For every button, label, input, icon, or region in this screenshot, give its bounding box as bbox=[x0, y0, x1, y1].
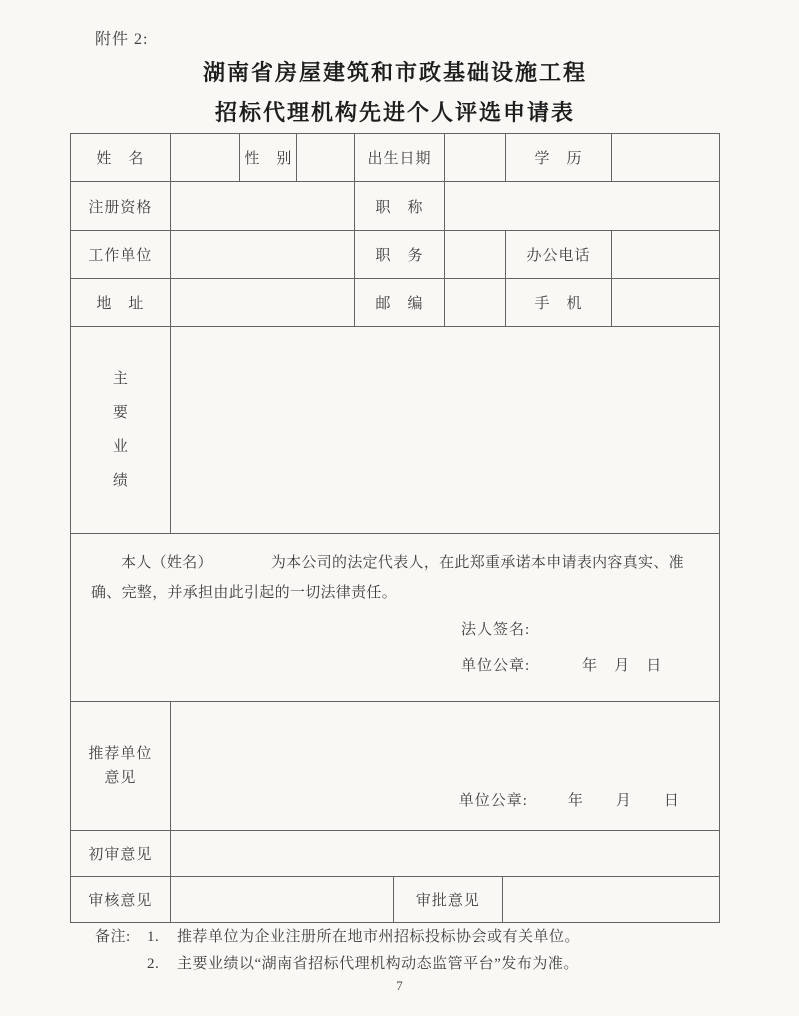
registration-label-cell: 注册资格 bbox=[71, 182, 171, 230]
declaration-month-label: 月 bbox=[614, 658, 631, 674]
note-line-2 bbox=[95, 951, 580, 978]
declaration-seal-label: 单位公章: bbox=[461, 658, 531, 674]
birth-date-value-cell bbox=[445, 134, 506, 181]
position-label-cell: 职 务 bbox=[355, 231, 445, 278]
achievements-vertical-label: 主要业绩 bbox=[112, 371, 128, 489]
row-basic-info bbox=[71, 134, 719, 182]
row-recommendation bbox=[71, 702, 719, 831]
initial-review-label-cell: 初审意见 bbox=[71, 831, 171, 876]
attachment-label: 附件 2: bbox=[95, 31, 149, 48]
registration-value-cell bbox=[171, 182, 355, 230]
gender-label-cell: 性 别 bbox=[240, 134, 297, 181]
note-1-number: 1. bbox=[147, 929, 160, 945]
address-value-cell bbox=[171, 279, 355, 326]
note-line-1 bbox=[95, 924, 580, 951]
declaration-suffix: 为本公司的法定代表人，在此郑重承诺本申请表内容真实、准确、完整，并承担由此引起的一切法律责任。 bbox=[91, 555, 684, 601]
birth-date-label-cell: 出生日期 bbox=[355, 134, 445, 181]
office-phone-value-cell bbox=[612, 231, 719, 278]
office-phone-label-cell: 办公电话 bbox=[506, 231, 613, 278]
notes-block bbox=[95, 924, 580, 978]
achievements-label-cell bbox=[71, 327, 171, 533]
application-form-table bbox=[70, 133, 720, 923]
declaration-paragraph bbox=[91, 548, 699, 608]
row-initial-review bbox=[71, 831, 719, 877]
declaration-cell bbox=[71, 534, 719, 701]
approval-value-cell bbox=[503, 877, 719, 922]
legal-sign-line bbox=[461, 618, 699, 639]
title-value-cell bbox=[445, 182, 719, 230]
row-address bbox=[71, 279, 719, 327]
page-number: 7 bbox=[396, 978, 403, 993]
education-value-cell bbox=[612, 134, 719, 181]
recommend-label-cell bbox=[71, 702, 171, 830]
education-label-cell: 学 历 bbox=[506, 134, 613, 181]
form-title-line2: 招标代理机构先进个人评选申请表 bbox=[214, 100, 575, 125]
declaration-prefix: 本人（姓名） bbox=[121, 555, 213, 571]
name-label-cell: 姓 名 bbox=[71, 134, 171, 181]
row-review-approval bbox=[71, 877, 719, 922]
declaration-seal-line bbox=[461, 654, 699, 675]
address-label-cell: 地 址 bbox=[71, 279, 171, 326]
achievements-value-cell bbox=[171, 327, 719, 533]
title-label-cell: 职 称 bbox=[355, 182, 445, 230]
row-achievements bbox=[71, 327, 719, 534]
review-value-cell bbox=[171, 877, 394, 922]
recommend-year-label: 年 bbox=[567, 793, 584, 809]
recommend-value-cell bbox=[171, 702, 719, 830]
note-2-text: 主要业绩以“湖南省招标代理机构动态监管平台”发布为准。 bbox=[177, 956, 579, 972]
work-unit-label-cell: 工作单位 bbox=[71, 231, 171, 278]
row-work-unit bbox=[71, 231, 719, 279]
recommend-seal-line bbox=[459, 789, 680, 810]
name-value-cell bbox=[171, 134, 241, 181]
recommend-month-label: 月 bbox=[615, 793, 632, 809]
work-unit-value-cell bbox=[171, 231, 355, 278]
postcode-label-cell: 邮 编 bbox=[355, 279, 445, 326]
approval-label-cell: 审批意见 bbox=[394, 877, 504, 922]
mobile-value-cell bbox=[612, 279, 719, 326]
initial-review-value-cell bbox=[171, 831, 719, 876]
mobile-label-cell: 手 机 bbox=[506, 279, 613, 326]
note-2-indent bbox=[95, 951, 147, 978]
declaration-day-label: 日 bbox=[646, 658, 663, 674]
review-label-cell: 审核意见 bbox=[71, 877, 171, 922]
recommend-label: 推荐单位意见 bbox=[88, 746, 153, 786]
position-value-cell bbox=[445, 231, 506, 278]
gender-value-cell bbox=[297, 134, 355, 181]
row-registration bbox=[71, 182, 719, 231]
postcode-value-cell bbox=[445, 279, 506, 326]
notes-label: 备注: bbox=[95, 929, 131, 945]
note-2-number: 2. bbox=[147, 956, 160, 972]
recommend-seal-label: 单位公章: bbox=[458, 793, 528, 809]
note-1-text: 推荐单位为企业注册所在地市州招标投标协会或有关单位。 bbox=[177, 929, 581, 945]
form-title-line1: 湖南省房屋建筑和市政基础设施工程 bbox=[202, 60, 587, 85]
legal-sign-label: 法人签名: bbox=[461, 622, 531, 638]
declaration-year-label: 年 bbox=[582, 658, 599, 674]
row-declaration bbox=[71, 534, 719, 702]
recommend-day-label: 日 bbox=[663, 793, 680, 809]
